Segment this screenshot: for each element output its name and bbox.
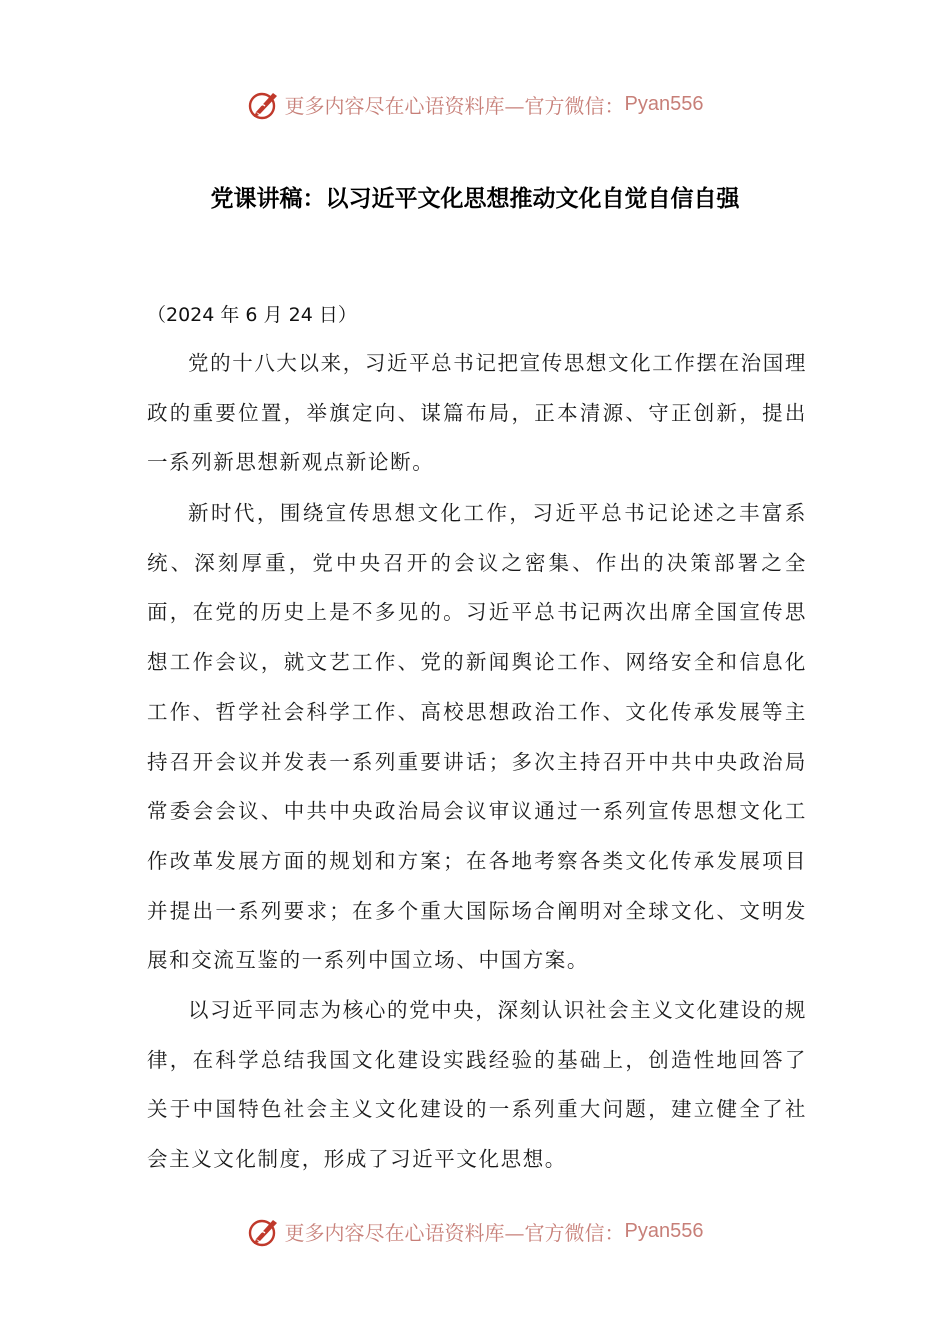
banner-text: 更多内容尽在心语资料库—官方微信： — [284, 1220, 625, 1245]
pen-logo-icon — [247, 1214, 281, 1248]
header-banner — [0, 84, 950, 124]
paragraph-2: 新时代，围绕宣传思想文化工作，习近平总书记论述之丰富系统、深刻厚重，党中央召开的会议之密集、作出的决策部署之全面，在党的历史上是不多见的。习近平总书记两次出席全国宣传思想工作会议，就文艺工作、党的新闻舆论工作、网络安全和信息化工作、哲学社会科学工作、高校思想政治工作、文化传承发展等主持召开会议并发表一系列重要讲话；多次主持召开中共中央政治局常委会会议、中共中央政治局会议审议通过一系列宣传思想文化工作改革发展方面的规划和方案；在各地考察各类文化传承发展项目并提出一系列要求；在多个重大国际场合阐明对全球文化、文明发展和交流互鉴的一系列中国立场、中国方案。 — [147, 501, 807, 973]
pen-logo-icon — [247, 87, 281, 121]
banner-text: 更多内容尽在心语资料库—官方微信： — [284, 93, 625, 118]
wechat-id[interactable]: Pyan556 — [624, 1219, 704, 1242]
paragraph-3: 以习近平同志为核心的党中央，深刻认识社会主义文化建设的规律，在科学总结我国文化建设实践经验的基础上，创造性地回答了关于中国特色社会主义文化建设的一系列重大问题，建立健全了社会主义文化制度，形成了习近平文化思想。 — [147, 998, 807, 1172]
wechat-id[interactable]: Pyan556 — [624, 92, 704, 115]
footer-banner — [0, 1211, 950, 1251]
document-title: 党课讲稿：以习近平文化思想推动文化自觉自信自强 — [210, 186, 740, 212]
paragraph-1: 党的十八大以来，习近平总书记把宣传思想文化工作摆在治国理政的重要位置，举旗定向、谋篇布局，正本清源、守正创新，提出一系列新思想新观点新论断。 — [147, 351, 807, 475]
document-date: （2024 年 6 月 24 日） — [147, 304, 357, 326]
